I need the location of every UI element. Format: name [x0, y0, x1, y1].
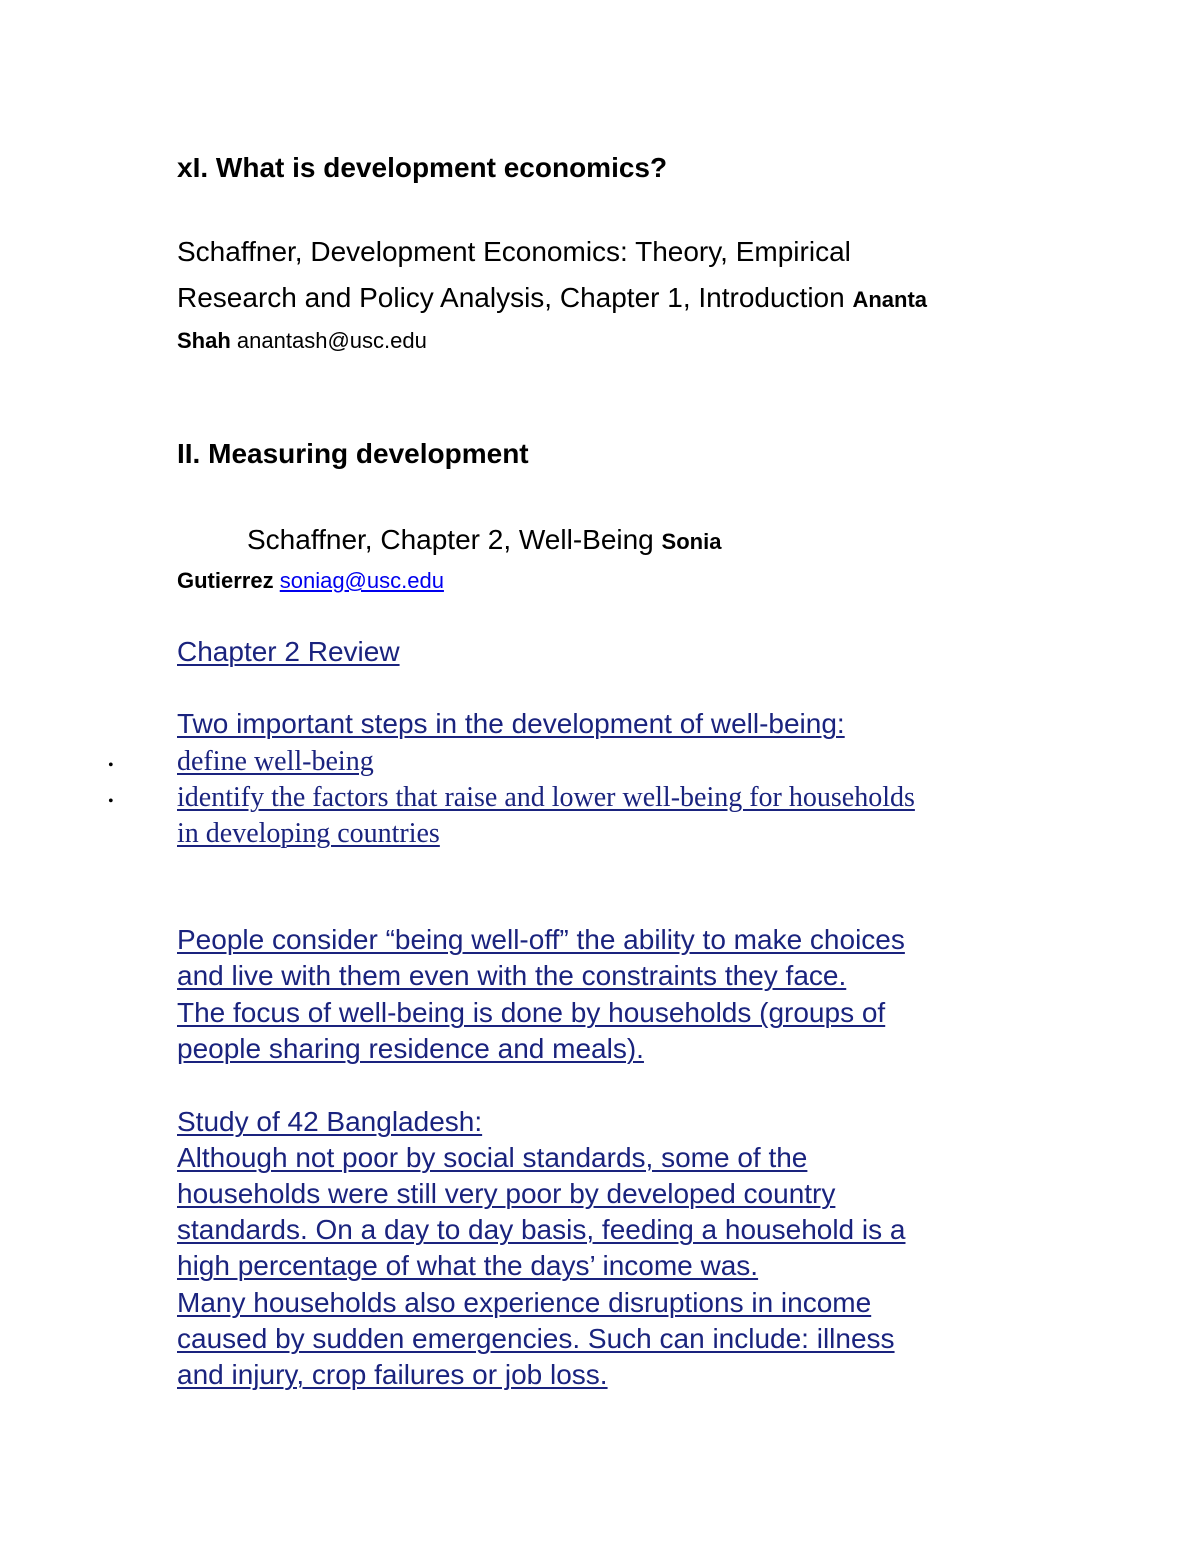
bullet-marker: •: [108, 757, 114, 774]
reference-line-2: [177, 275, 927, 323]
steps-intro[interactable]: Two important steps in the development of well-being:: [177, 708, 845, 739]
author-first-name: Ananta: [852, 287, 928, 312]
paragraph-line[interactable]: People consider “being well-off” the ability to make choices: [177, 924, 905, 955]
bullet-marker: •: [108, 793, 114, 810]
reference-text: Research and Policy Analysis, Chapter 1, Introduction: [177, 282, 845, 313]
paragraph-line[interactable]: The focus of well-being is done by households (groups of: [177, 997, 886, 1028]
author-first-name-2: Sonia: [661, 529, 722, 554]
reference-line-3: [247, 517, 721, 565]
author-last-name-2: Gutierrez: [177, 568, 274, 593]
paragraph-line[interactable]: people sharing residence and meals).: [177, 1033, 644, 1064]
paragraph-line[interactable]: and injury, crop failures or job loss.: [177, 1359, 608, 1390]
author-email-link[interactable]: soniag@usc.edu: [279, 568, 444, 593]
paragraph-line[interactable]: high percentage of what the days’ income was.: [177, 1250, 759, 1281]
paragraph-line[interactable]: caused by sudden emergencies. Such can include: illness: [177, 1323, 895, 1354]
review-title[interactable]: Chapter 2 Review: [177, 636, 400, 667]
paragraph-line[interactable]: Many households also experience disruptions in income: [177, 1287, 872, 1318]
reference-line-1: Schaffner, Development Economics: Theory, Empirical: [177, 236, 851, 267]
section-heading-2: II. Measuring development: [177, 438, 529, 469]
list-item-continuation[interactable]: in developing countries: [177, 818, 440, 849]
author-line-1: [177, 326, 427, 356]
paragraph-line[interactable]: and live with them even with the constraints they face.: [177, 960, 847, 991]
list-item[interactable]: define well-being: [177, 746, 374, 777]
paragraph-line[interactable]: Although not poor by social standards, some of the: [177, 1142, 808, 1173]
section-heading-1: xI. What is development economics?: [177, 152, 668, 183]
paragraph-line[interactable]: Study of 42 Bangladesh:: [177, 1106, 483, 1137]
author-line-2: [177, 566, 444, 596]
list-item[interactable]: identify the factors that raise and lower well-being for households: [177, 782, 915, 813]
author-last-name: Shah: [177, 328, 231, 353]
paragraph-line[interactable]: households were still very poor by developed country: [177, 1178, 836, 1209]
author-email: anantash@usc.edu: [236, 328, 427, 353]
paragraph-line[interactable]: standards. On a day to day basis, feeding a household is a: [177, 1214, 906, 1245]
reference-text-2: Schaffner, Chapter 2, Well-Being: [247, 524, 654, 555]
